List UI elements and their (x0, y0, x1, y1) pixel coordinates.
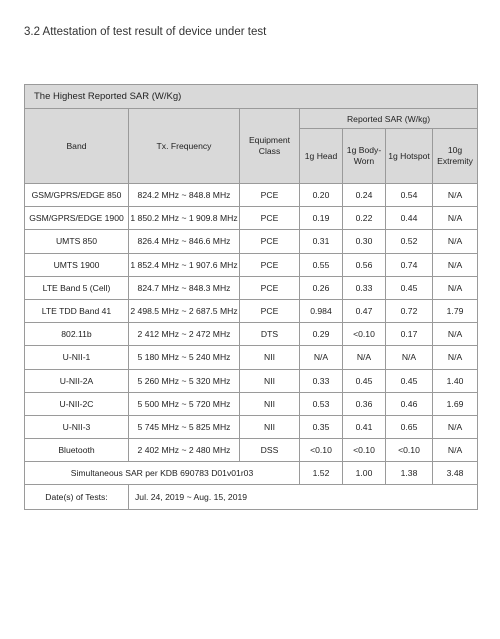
header-band: Band (25, 109, 129, 184)
cell-band: LTE Band 5 (Cell) (25, 276, 129, 299)
cell-head: N/A (300, 346, 343, 369)
cell-head: 0.33 (300, 369, 343, 392)
cell-class: NII (240, 415, 300, 438)
table-row (25, 184, 478, 207)
cell-band: U-NII-2C (25, 392, 129, 415)
cell-extremity: N/A (433, 346, 478, 369)
cell-class: NII (240, 346, 300, 369)
cell-class: PCE (240, 276, 300, 299)
cell-frequency: 5 500 MHz ~ 5 720 MHz (129, 392, 240, 415)
cell-band: U-NII-2A (25, 369, 129, 392)
table-row (25, 415, 478, 438)
cell-extremity: 3.48 (433, 462, 478, 485)
test-dates-label: Date(s) of Tests: (25, 485, 129, 510)
cell-extremity: N/A (433, 184, 478, 207)
table-body (25, 184, 478, 510)
cell-band: U-NII-1 (25, 346, 129, 369)
cell-frequency: 824.2 MHz ~ 848.8 MHz (129, 184, 240, 207)
cell-hotspot: N/A (386, 346, 433, 369)
cell-head: 0.29 (300, 323, 343, 346)
cell-hotspot: <0.10 (386, 439, 433, 462)
cell-body-worn: 0.36 (343, 392, 386, 415)
cell-extremity: N/A (433, 415, 478, 438)
cell-hotspot: 0.72 (386, 299, 433, 322)
cell-frequency: 2 498.5 MHz ~ 2 687.5 MHz (129, 299, 240, 322)
cell-head: 0.20 (300, 184, 343, 207)
cell-band: Bluetooth (25, 439, 129, 462)
cell-body-worn: 0.33 (343, 276, 386, 299)
cell-band: GSM/GPRS/EDGE 1900 (25, 207, 129, 230)
cell-body-worn: 1.00 (343, 462, 386, 485)
cell-extremity: N/A (433, 276, 478, 299)
section-heading: 3.2 Attestation of test result of device under test (24, 26, 267, 38)
table-row (25, 346, 478, 369)
table-row (25, 439, 478, 462)
simultaneous-sar-label: Simultaneous SAR per KDB 690783 D01v01r03 (25, 462, 300, 485)
cell-body-worn: 0.47 (343, 299, 386, 322)
header-equipment-class: Equipment Class (240, 109, 300, 184)
test-dates-value: Jul. 24, 2019 ~ Aug. 15, 2019 (129, 485, 478, 510)
cell-body-worn: 0.30 (343, 230, 386, 253)
cell-hotspot: 0.17 (386, 323, 433, 346)
cell-frequency: 5 180 MHz ~ 5 240 MHz (129, 346, 240, 369)
cell-head: 0.26 (300, 276, 343, 299)
cell-hotspot: 0.44 (386, 207, 433, 230)
table-title: The Highest Reported SAR (W/Kg) (25, 85, 478, 109)
header-10g-extremity: 10g Extremity (433, 129, 478, 184)
table-row (25, 392, 478, 415)
cell-head: 0.984 (300, 299, 343, 322)
cell-class: PCE (240, 299, 300, 322)
cell-extremity: 1.40 (433, 369, 478, 392)
cell-head: 0.31 (300, 230, 343, 253)
cell-class: PCE (240, 207, 300, 230)
cell-body-worn: <0.10 (343, 323, 386, 346)
cell-band: U-NII-3 (25, 415, 129, 438)
cell-class: NII (240, 369, 300, 392)
cell-hotspot: 0.46 (386, 392, 433, 415)
cell-class: PCE (240, 253, 300, 276)
cell-body-worn: 0.56 (343, 253, 386, 276)
cell-body-worn: 0.22 (343, 207, 386, 230)
table-row (25, 207, 478, 230)
cell-body-worn: <0.10 (343, 439, 386, 462)
table-row (25, 323, 478, 346)
cell-frequency: 1 852.4 MHz ~ 1 907.6 MHz (129, 253, 240, 276)
table-row (25, 369, 478, 392)
cell-hotspot: 0.52 (386, 230, 433, 253)
cell-extremity: N/A (433, 207, 478, 230)
cell-head: <0.10 (300, 439, 343, 462)
cell-extremity: N/A (433, 253, 478, 276)
cell-extremity: 1.79 (433, 299, 478, 322)
cell-frequency: 824.7 MHz ~ 848.3 MHz (129, 276, 240, 299)
cell-class: DSS (240, 439, 300, 462)
cell-head: 0.53 (300, 392, 343, 415)
header-1g-head: 1g Head (300, 129, 343, 184)
cell-extremity: N/A (433, 439, 478, 462)
cell-body-worn: 0.24 (343, 184, 386, 207)
cell-extremity: N/A (433, 323, 478, 346)
cell-hotspot: 0.74 (386, 253, 433, 276)
cell-class: DTS (240, 323, 300, 346)
cell-body-worn: 0.45 (343, 369, 386, 392)
cell-body-worn: 0.41 (343, 415, 386, 438)
cell-head: 1.52 (300, 462, 343, 485)
cell-hotspot: 0.45 (386, 276, 433, 299)
cell-frequency: 826.4 MHz ~ 846.6 MHz (129, 230, 240, 253)
cell-class: NII (240, 392, 300, 415)
cell-band: 802.11b (25, 323, 129, 346)
test-dates-row (25, 485, 478, 510)
cell-class: PCE (240, 184, 300, 207)
simultaneous-sar-row (25, 462, 478, 485)
cell-body-worn: N/A (343, 346, 386, 369)
cell-frequency: 5 260 MHz ~ 5 320 MHz (129, 369, 240, 392)
table-row (25, 230, 478, 253)
header-1g-body-worn: 1g Body-Worn (343, 129, 386, 184)
cell-hotspot: 1.38 (386, 462, 433, 485)
cell-class: PCE (240, 230, 300, 253)
cell-frequency: 2 412 MHz ~ 2 472 MHz (129, 323, 240, 346)
cell-band: LTE TDD Band 41 (25, 299, 129, 322)
cell-band: UMTS 850 (25, 230, 129, 253)
cell-hotspot: 0.65 (386, 415, 433, 438)
cell-frequency: 1 850.2 MHz ~ 1 909.8 MHz (129, 207, 240, 230)
header-reported-sar: Reported SAR (W/kg) (300, 109, 478, 129)
cell-extremity: 1.69 (433, 392, 478, 415)
table-row (25, 276, 478, 299)
cell-head: 0.19 (300, 207, 343, 230)
table-row (25, 299, 478, 322)
cell-frequency: 5 745 MHz ~ 5 825 MHz (129, 415, 240, 438)
cell-frequency: 2 402 MHz ~ 2 480 MHz (129, 439, 240, 462)
header-tx-frequency: Tx. Frequency (129, 109, 240, 184)
cell-band: UMTS 1900 (25, 253, 129, 276)
cell-extremity: N/A (433, 230, 478, 253)
cell-hotspot: 0.54 (386, 184, 433, 207)
table-row (25, 253, 478, 276)
cell-hotspot: 0.45 (386, 369, 433, 392)
sar-results-table (24, 84, 478, 510)
cell-head: 0.55 (300, 253, 343, 276)
cell-band: GSM/GPRS/EDGE 850 (25, 184, 129, 207)
header-1g-hotspot: 1g Hotspot (386, 129, 433, 184)
cell-head: 0.35 (300, 415, 343, 438)
